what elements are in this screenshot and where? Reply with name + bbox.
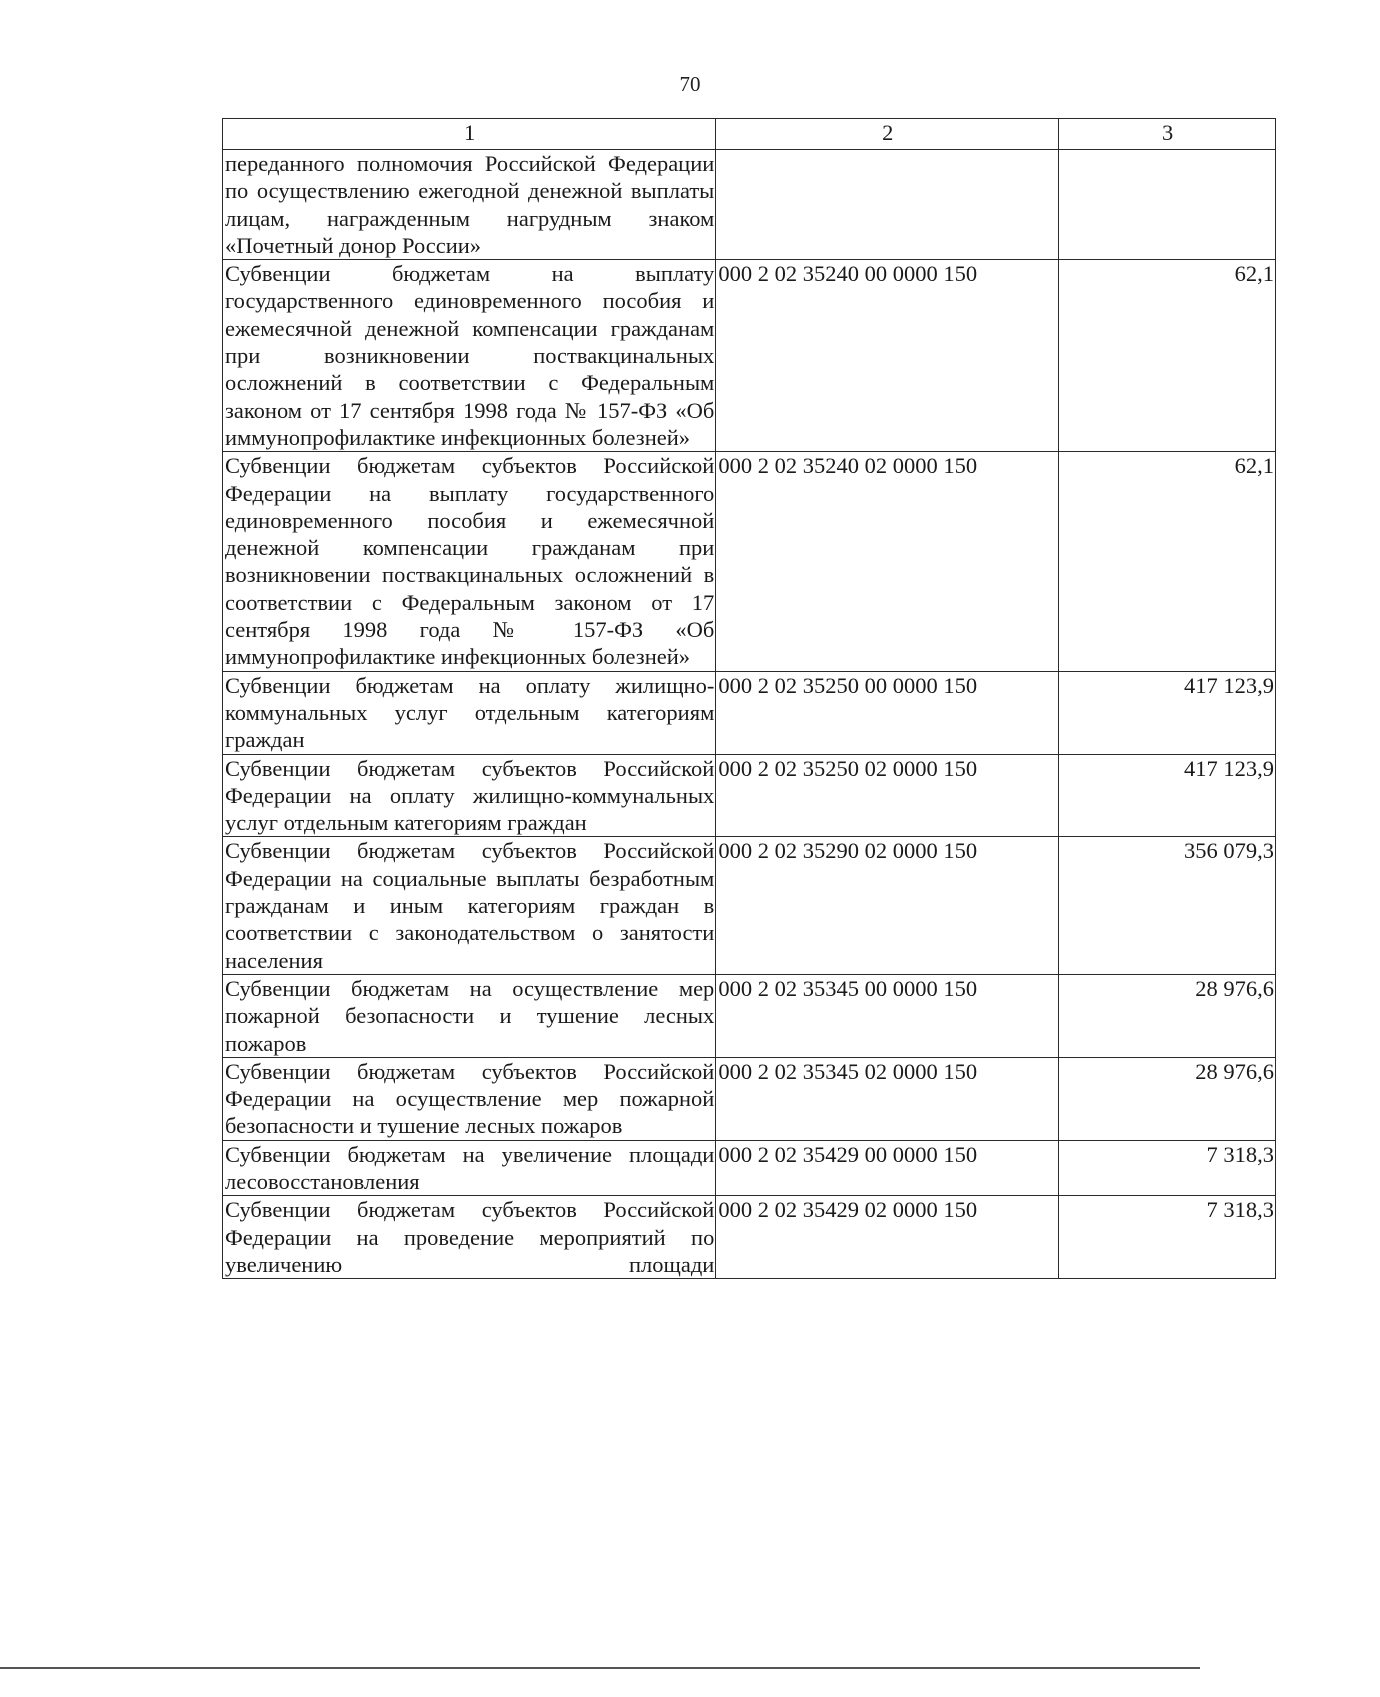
table-row: [223, 150, 1276, 260]
row-budget-code: 000 2 02 35290 02 0000 150: [716, 837, 1059, 974]
table-row: [223, 974, 1276, 1057]
row-budget-code: 000 2 02 35429 02 0000 150: [716, 1196, 1059, 1279]
budget-table: [222, 118, 1276, 1279]
row-description: Субвенции бюджетам на выплату государственного единовременного пособия и ежемесячной денежной компенсации гражданам при возникновении поствакцинальных осложнений в соответствии с Федеральным законом от 17 сентября 1998 года № 157-ФЗ «Об иммунопрофилактике инфекционных болезней»: [223, 260, 716, 452]
row-budget-code: 000 2 02 35240 02 0000 150: [716, 452, 1059, 671]
table-row: [223, 1140, 1276, 1196]
row-budget-code: 000 2 02 35250 00 0000 150: [716, 671, 1059, 754]
table-row: [223, 1196, 1276, 1279]
table-row: [223, 260, 1276, 452]
table-row: [223, 837, 1276, 974]
row-budget-code: 000 2 02 35429 00 0000 150: [716, 1140, 1059, 1196]
row-budget-code: 000 2 02 35345 00 0000 150: [716, 974, 1059, 1057]
page-bottom-rule: [0, 1667, 1200, 1669]
column-header-3: 3: [1059, 119, 1276, 150]
row-amount: 28 976,6: [1059, 1057, 1276, 1140]
row-amount: 62,1: [1059, 260, 1276, 452]
row-description: переданного полномочия Российской Федерации по осуществлению ежегодной денежной выплаты лицам, награжденным нагрудным знаком «Почетный донор России»: [223, 150, 716, 260]
row-budget-code: 000 2 02 35240 00 0000 150: [716, 260, 1059, 452]
table-row: [223, 452, 1276, 671]
row-budget-code: 000 2 02 35250 02 0000 150: [716, 754, 1059, 837]
column-header-2: 2: [716, 119, 1059, 150]
column-header-1: 1: [223, 119, 716, 150]
table-row: [223, 754, 1276, 837]
row-description: Субвенции бюджетам субъектов Российской Федерации на оплату жилищно-коммунальных услуг отдельным категориям граждан: [223, 754, 716, 837]
row-amount: [1059, 150, 1276, 260]
row-amount: 7 318,3: [1059, 1140, 1276, 1196]
row-description: Субвенции бюджетам субъектов Российской Федерации на социальные выплаты безработным гражданам и иным категориям граждан в соответствии с законодательством о занятости населения: [223, 837, 716, 974]
row-budget-code: [716, 150, 1059, 260]
table-row: [223, 671, 1276, 754]
row-description: Субвенции бюджетам субъектов Российской Федерации на выплату государственного единовременного пособия и ежемесячной денежной компенсации гражданам при возникновении поствакцинальных осложнений в соответствии с Федеральным законом от 17 сентября 1998 года № 157-ФЗ «Об иммунопрофилактике инфекционных болезней»: [223, 452, 716, 671]
row-amount: 417 123,9: [1059, 671, 1276, 754]
row-amount: 417 123,9: [1059, 754, 1276, 837]
table-row: [223, 1057, 1276, 1140]
page-number: 70: [679, 72, 701, 96]
row-amount: 28 976,6: [1059, 974, 1276, 1057]
row-description: Субвенции бюджетам на оплату жилищно-коммунальных услуг отдельным категориям граждан: [223, 671, 716, 754]
row-amount: 356 079,3: [1059, 837, 1276, 974]
row-amount: 7 318,3: [1059, 1196, 1276, 1279]
row-budget-code: 000 2 02 35345 02 0000 150: [716, 1057, 1059, 1140]
table-header-row: [223, 119, 1276, 150]
row-amount: 62,1: [1059, 452, 1276, 671]
row-description: Субвенции бюджетам на увеличение площади лесовосстановления: [223, 1140, 716, 1196]
row-description: Субвенции бюджетам субъектов Российской Федерации на осуществление мер пожарной безопасности и тушение лесных пожаров: [223, 1057, 716, 1140]
table-body: [223, 150, 1276, 1279]
row-description: Субвенции бюджетам на осуществление мер пожарной безопасности и тушение лесных пожаров: [223, 974, 716, 1057]
row-description: Субвенции бюджетам субъектов Российской Федерации на проведение мероприятий по увеличению площади: [223, 1196, 716, 1279]
